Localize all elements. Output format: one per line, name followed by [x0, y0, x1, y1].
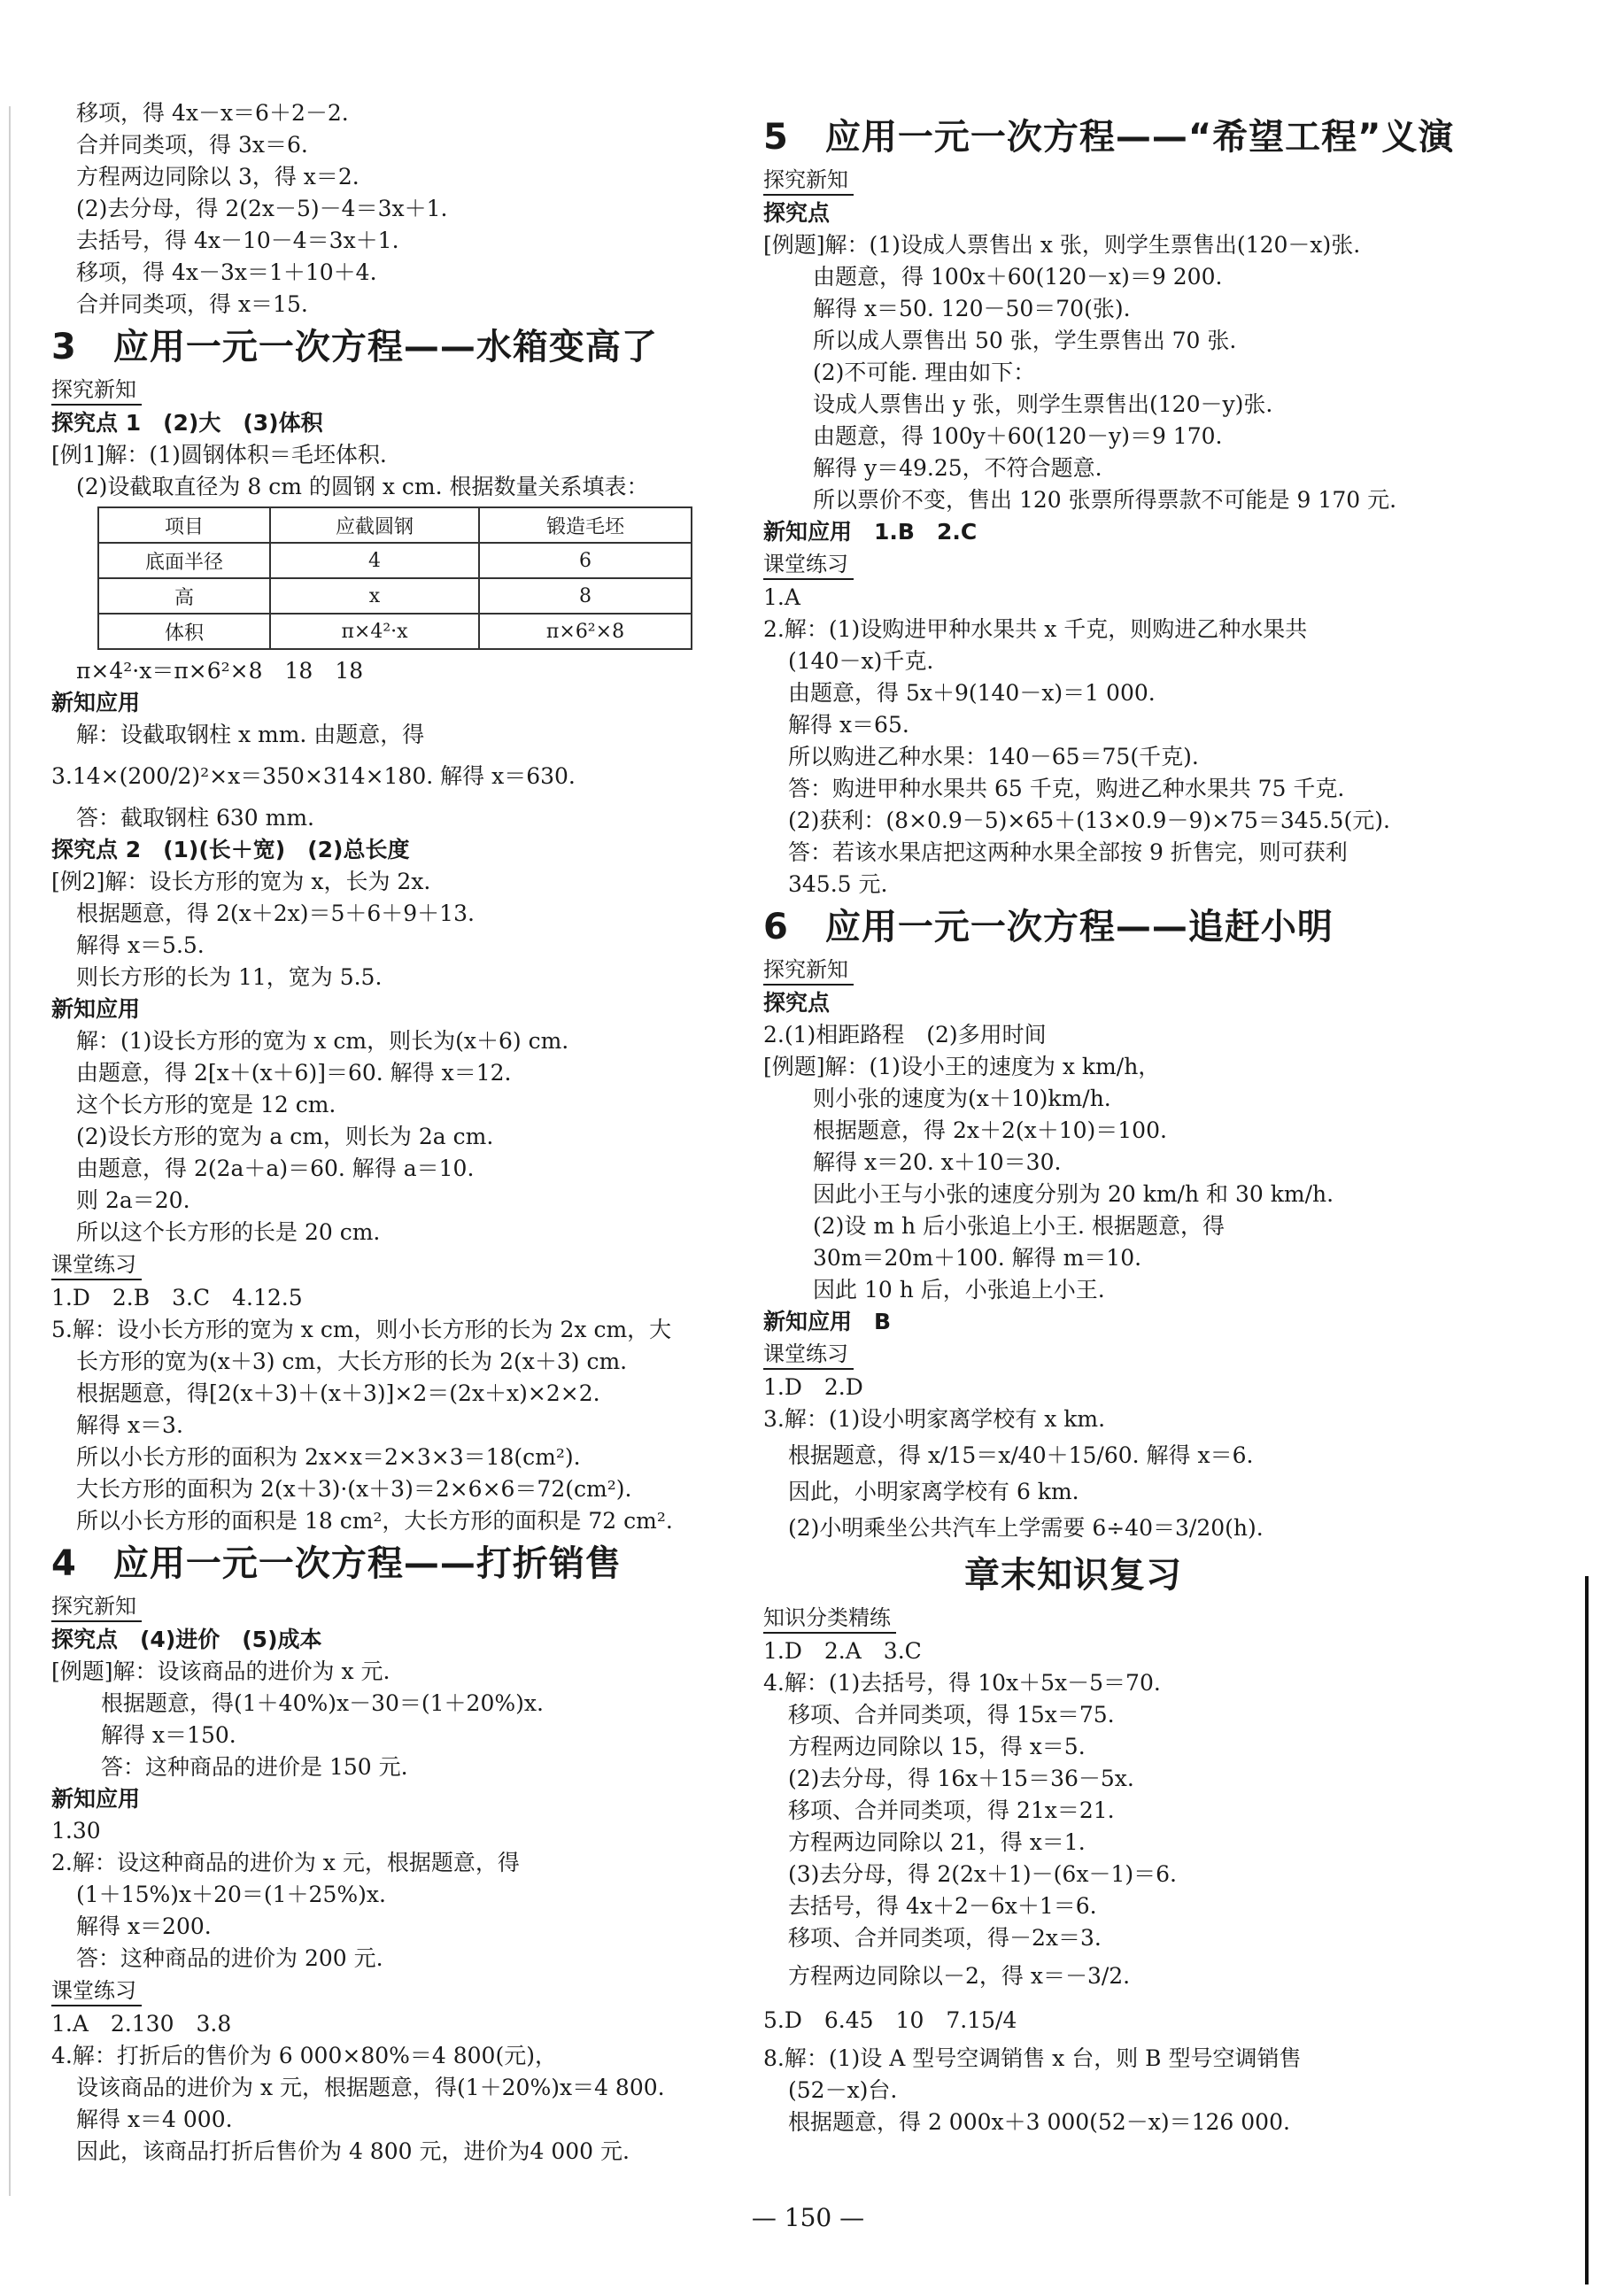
text-line: 解：设截取钢柱 x mm. 由题意，得: [76, 722, 425, 747]
text-line: 1.D 2.A 3.C: [763, 1638, 922, 1664]
text-line: 解得 x＝200.: [76, 1913, 212, 1939]
text-line: 因此，小明家离学校有 6 km.: [788, 1479, 1079, 1504]
text-line: 由题意，得 2(2a＋a)＝60. 解得 a＝10.: [76, 1156, 475, 1181]
text-line: 答：购进甲种水果共 65 千克，购进乙种水果共 75 千克.: [788, 776, 1345, 801]
text-line: (140－x)千克.: [788, 648, 934, 674]
section-tag: 探究新知: [51, 1592, 142, 1622]
section-tag: 探究新知: [51, 375, 142, 406]
section-tag: 课堂练习: [763, 550, 854, 580]
text-line: 这个长方形的宽是 12 cm.: [76, 1092, 336, 1117]
section-title: 5 应用一元一次方程——“希望工程”义演: [763, 117, 1455, 158]
section-title: 4 应用一元一次方程——打折销售: [51, 1543, 622, 1584]
text-line: 合并同类项，得 3x＝6.: [76, 132, 308, 158]
text-line: 方程两边同除以 3，得 x＝2.: [76, 164, 360, 189]
text-line: 解得 x＝4 000.: [76, 2107, 233, 2132]
table-row: [98, 614, 692, 649]
text-line: 3.解：(1)设小明家离学校有 x km.: [763, 1406, 1106, 1432]
table-cell: π×4²·x: [270, 614, 479, 649]
text-line: (2)设长方形的宽为 a cm，则长为 2a cm.: [76, 1124, 494, 1149]
text-line: 答：截取钢柱 630 mm.: [76, 805, 314, 831]
subsection-label: 新知应用: [51, 690, 141, 715]
explore-point: 探究点 1 (2)大 (3)体积: [51, 410, 323, 436]
text-line: 30m＝20m＋100. 解得 m＝10.: [813, 1245, 1142, 1271]
text-line: 由题意，得 5x＋9(140－x)＝1 000.: [788, 680, 1156, 706]
text-line: 方程两边同除以 15，得 x＝5.: [788, 1734, 1086, 1759]
text-line: 因此 10 h 后，小张追上小王.: [813, 1277, 1105, 1303]
text-line: 根据题意，得 2x＋2(x＋10)＝100.: [813, 1117, 1167, 1143]
text-line: 则长方形的长为 11，宽为 5.5.: [76, 964, 383, 990]
text-line: 解得 x＝150.: [101, 1722, 236, 1748]
table-cell: 6: [479, 543, 692, 578]
text-line: 4.解：(1)去括号，得 10x＋5x－5＝70.: [763, 1670, 1161, 1696]
section-title: 3 应用一元一次方程——水箱变高了: [51, 327, 658, 367]
text-line: 解：(1)设长方形的宽为 x cm，则长为(x＋6) cm.: [76, 1028, 569, 1054]
volume-table: [97, 506, 692, 650]
text-line: (2)去分母，得 16x＋15＝36－5x.: [788, 1766, 1134, 1791]
text-line: 答：若该水果店把这两种水果全部按 9 折售完，则可获利: [788, 839, 1348, 865]
table-cell: 高: [98, 578, 270, 614]
text-line: 长方形的宽为(x＋3) cm，大长方形的长为 2(x＋3) cm.: [76, 1349, 628, 1374]
text-line: [例1]解：(1)圆钢体积＝毛坯体积.: [51, 442, 387, 468]
text-line: 则 2a＝20.: [76, 1187, 190, 1213]
section-tag: 课堂练习: [763, 1340, 854, 1370]
text-line: (2)获利：(8×0.9－5)×65＋(13×0.9－9)×75＝345.5(元).: [788, 808, 1390, 833]
section-tag: 课堂练习: [51, 1250, 142, 1280]
text-line: 移项，得 4x－x＝6＋2－2.: [76, 100, 349, 126]
review-title: 章末知识复习: [964, 1555, 1182, 1596]
text-line: 根据题意，得(1＋40%)x－30＝(1＋20%)x.: [101, 1690, 544, 1716]
text-line: 合并同类项，得 x＝15.: [76, 291, 308, 317]
table-cell: x: [270, 578, 479, 614]
text-line: 答：这种商品的进价为 200 元.: [76, 1945, 383, 1971]
text-line: 根据题意，得[2(x＋3)＋(x＋3)]×2＝(2x＋x)×2×2.: [76, 1380, 600, 1406]
text-line: π×4²·x＝π×6²×8 18 18: [76, 658, 364, 684]
text-line: 解得 x＝50. 120－50＝70(张).: [813, 296, 1131, 321]
table-cell: 项目: [98, 507, 270, 543]
text-line: 所以小长方形的面积为 2x×x＝2×3×3＝18(cm²).: [76, 1444, 581, 1470]
table-row: [98, 578, 692, 614]
text-line: 根据题意，得 2(x＋2x)＝5＋6＋9＋13.: [76, 901, 475, 926]
text-line: 3.14×(200/2)²×x＝350×314×180. 解得 x＝630.: [51, 763, 576, 789]
text-line: 1.30: [51, 1818, 101, 1844]
text-line: 由题意，得 100x＋60(120－x)＝9 200.: [813, 264, 1223, 290]
subsection-label: 新知应用 B: [763, 1309, 892, 1334]
subsection-label: 新知应用 1.B 2.C: [763, 519, 978, 545]
text-line: 解得 x＝3.: [76, 1412, 183, 1438]
text-line: 5.解：设小长方形的宽为 x cm，则小长方形的长为 2x cm，大: [51, 1317, 672, 1342]
text-line: 由题意，得 100y＋60(120－y)＝9 170.: [813, 423, 1223, 449]
text-line: 8.解：(1)设 A 型号空调销售 x 台，则 B 型号空调销售: [763, 2045, 1302, 2071]
text-line: 由题意，得 2[x＋(x＋6)]＝60. 解得 x＝12.: [76, 1060, 512, 1086]
text-line: 1.D 2.D: [763, 1374, 863, 1400]
table-cell: 底面半径: [98, 543, 270, 578]
section-title: 6 应用一元一次方程——追赶小明: [763, 907, 1334, 947]
text-line: 解得 x＝65.: [788, 712, 909, 738]
text-line: [例题]解：设该商品的进价为 x 元.: [51, 1658, 390, 1684]
text-line: [例2]解：设长方形的宽为 x，长为 2x.: [51, 869, 431, 894]
text-line: 移项、合并同类项，得 15x＝75.: [788, 1702, 1115, 1728]
section-tag: 探究新知: [763, 166, 854, 196]
text-line: 设成人票售出 y 张，则学生票售出(120－y)张.: [813, 391, 1273, 417]
text-line: 2.解：设这种商品的进价为 x 元，根据题意，得: [51, 1850, 520, 1875]
table-cell: 体积: [98, 614, 270, 649]
text-line: 答：这种商品的进价是 150 元.: [101, 1754, 408, 1780]
left-column: [51, 97, 707, 2168]
text-line: 去括号，得 4x－10－4＝3x＋1.: [76, 228, 399, 253]
text-line: 1.A: [763, 584, 800, 610]
text-line: (52－x)台.: [788, 2077, 898, 2103]
text-line: 1.A 2.130 3.8: [51, 2011, 232, 2037]
text-line: 方程两边同除以－2，得 x＝－3/2.: [788, 1963, 1131, 1989]
explore-point: 探究点 2 (1)(长＋宽) (2)总长度: [51, 837, 410, 862]
text-line: 1.D 2.B 3.C 4.12.5: [51, 1285, 303, 1310]
text-line: 移项，得 4x－3x＝1＋10＋4.: [76, 259, 377, 285]
text-line: 所以购进乙种水果：140－65＝75(千克).: [788, 744, 1199, 769]
text-line: 方程两边同除以 21，得 x＝1.: [788, 1829, 1086, 1855]
text-line: (2)设截取直径为 8 cm 的圆钢 x cm. 根据数量关系填表：: [76, 474, 649, 499]
text-line: 设该商品的进价为 x 元，根据题意，得(1＋20%)x＝4 800.: [76, 2075, 665, 2100]
table-cell: 4: [270, 543, 479, 578]
table-cell: 8: [479, 578, 692, 614]
subsection-label: 新知应用: [51, 996, 141, 1022]
text-line: (1＋15%)x＋20＝(1＋25%)x.: [76, 1882, 386, 1907]
text-line: 所以小长方形的面积是 18 cm²，大长方形的面积是 72 cm².: [76, 1508, 673, 1534]
text-line: 大长方形的面积为 2(x＋3)·(x＋3)＝2×6×6＝72(cm²).: [76, 1476, 632, 1502]
text-line: 则小张的速度为(x＋10)km/h.: [813, 1086, 1111, 1111]
text-line: 因此，该商品打折后售价为 4 800 元，进价为4 000 元.: [76, 2138, 630, 2164]
text-line: 所以这个长方形的长是 20 cm.: [76, 1219, 381, 1245]
text-line: 解得 x＝5.5.: [76, 932, 205, 958]
text-line: 根据题意，得 2 000x＋3 000(52－x)＝126 000.: [788, 2109, 1290, 2135]
text-line: [例题]解：(1)设小王的速度为 x km/h，: [763, 1054, 1161, 1079]
explore-point: 探究点 (4)进价 (5)成本: [51, 1627, 322, 1652]
text-line: [例题]解：(1)设成人票售出 x 张，则学生票售出(120－x)张.: [763, 232, 1361, 258]
text-line: 移项、合并同类项，得 21x＝21.: [788, 1797, 1115, 1823]
text-line: 2.解：(1)设购进甲种水果共 x 千克，则购进乙种水果共: [763, 616, 1308, 642]
subsection-label: 新知应用: [51, 1786, 141, 1812]
table-row: [98, 543, 692, 578]
table-row: [98, 507, 692, 543]
text-line: (2)设 m h 后小张追上小王. 根据题意，得: [813, 1213, 1225, 1239]
text-line: (2)不可能. 理由如下：: [813, 359, 1036, 385]
text-line: 移项、合并同类项，得－2x＝3.: [788, 1925, 1102, 1951]
text-line: 去括号，得 4x＋2－6x＋1＝6.: [788, 1893, 1097, 1919]
section-tag: 课堂练习: [51, 1976, 142, 2006]
text-line: 解得 y＝49.25，不符合题意.: [813, 455, 1102, 481]
text-line: 根据题意，得 x/15＝x/40＋15/60. 解得 x＝6.: [788, 1442, 1254, 1468]
text-line: (3)去分母，得 2(2x＋1)－(6x－1)＝6.: [788, 1861, 1177, 1887]
text-line: (2)去分母，得 2(2x－5)－4＝3x＋1.: [76, 196, 448, 221]
text-line: (2)小明乘坐公共汽车上学需要 6÷40＝3/20(h).: [788, 1515, 1264, 1541]
page-edge: [9, 106, 11, 2196]
text-line: 所以票价不变，售出 120 张票所得票款不可能是 9 170 元.: [813, 487, 1397, 513]
margin-bar: [1585, 1576, 1589, 2284]
text-line: 所以成人票售出 50 张，学生票售出 70 张.: [813, 328, 1237, 353]
section-tag: 探究新知: [763, 955, 854, 986]
right-column: [763, 111, 1455, 2138]
section-tag: 知识分类精练: [763, 1604, 896, 1634]
text-line: 解得 x＝20. x＋10＝30.: [813, 1149, 1062, 1175]
table-cell: π×6²×8: [479, 614, 692, 649]
explore-point: 探究点: [763, 990, 831, 1016]
table-cell: 应截圆钢: [270, 507, 479, 543]
explore-point: 探究点: [763, 200, 831, 226]
text-line: 4.解：打折后的售价为 6 000×80%＝4 800(元)，: [51, 2043, 557, 2068]
text-line: 2.(1)相距路程 (2)多用时间: [763, 1022, 1047, 1048]
page-number: — 150 —: [751, 2203, 865, 2232]
table-cell: 锻造毛坯: [479, 507, 692, 543]
text-line: 5.D 6.45 10 7.15/4: [763, 2007, 1017, 2033]
text-line: 因此小王与小张的速度分别为 20 km/h 和 30 km/h.: [813, 1181, 1334, 1207]
text-line: 345.5 元.: [788, 871, 888, 897]
